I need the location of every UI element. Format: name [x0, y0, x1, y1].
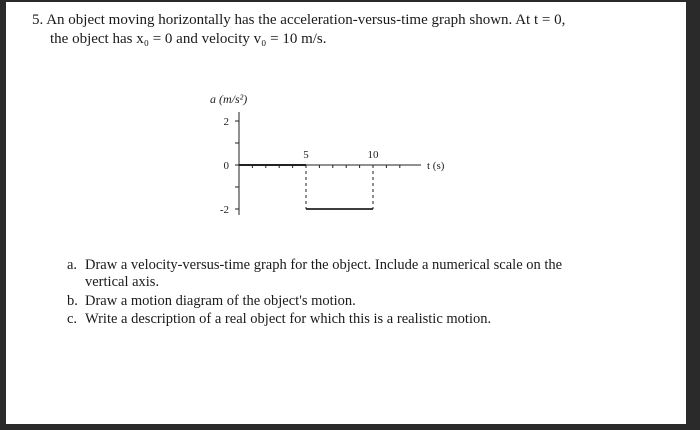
- y-tick-label: 0: [223, 160, 229, 172]
- x-axis-label: t (s): [427, 160, 445, 172]
- problem-text-line2: the object has x₀ = 0 and velocity v₀ = 10 m/s.: [50, 31, 327, 47]
- part-a-text-line2: vertical axis.: [85, 274, 160, 290]
- part-c-text: Write a description of a real object for which this is a realistic motion.: [85, 311, 492, 327]
- y-axis-label: a (m/s²): [210, 92, 248, 106]
- part-a: [67, 257, 562, 291]
- part-c: [67, 311, 491, 328]
- x-tick-label: 5: [303, 149, 309, 161]
- part-b-letter: b.: [67, 293, 78, 309]
- part-c-letter: c.: [67, 311, 78, 327]
- y-tick-label: -2: [219, 204, 229, 216]
- part-b: [67, 293, 356, 310]
- part-a-letter: a.: [67, 257, 78, 273]
- question-page: [6, 2, 686, 424]
- problem-statement-line1: [32, 11, 565, 29]
- acceleration-time-graph: [196, 87, 476, 227]
- problem-text-line1: An object moving horizontally has the acceleration-versus-time graph shown. At t = 0,: [46, 12, 566, 28]
- part-a-text-line1: Draw a velocity-versus-time graph for the object. Include a numerical scale on the: [85, 257, 563, 273]
- problem-statement-line2: [50, 30, 327, 48]
- x-tick-label: 10: [367, 149, 379, 161]
- part-b-text: Draw a motion diagram of the object's motion.: [85, 293, 356, 309]
- problem-number: 5.: [32, 12, 44, 28]
- y-tick-label: 2: [223, 116, 229, 128]
